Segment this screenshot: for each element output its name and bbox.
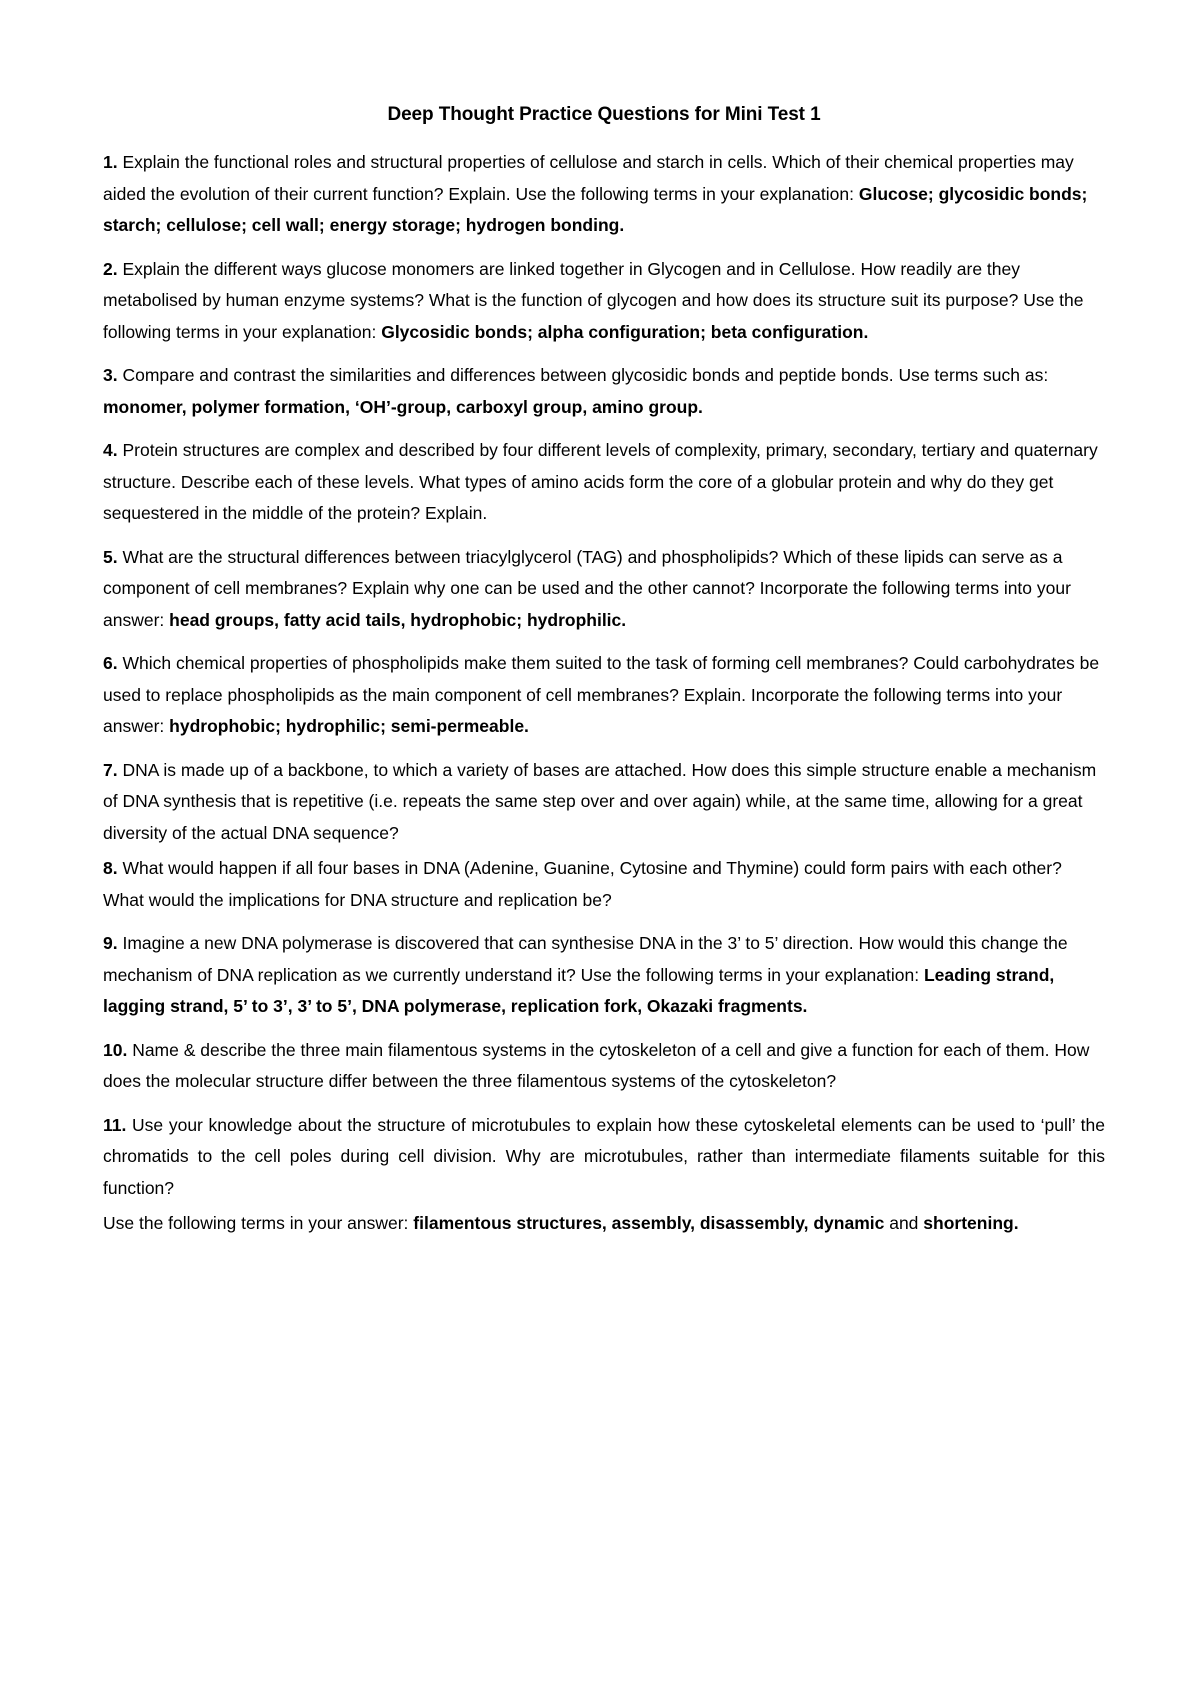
question-6 (103, 648, 1105, 743)
question-terms: hydrophobic; hydrophilic; semi-permeable. (169, 716, 529, 736)
question-text: Imagine a new DNA polymerase is discovered that can synthesise DNA in the 3’ to 5’ direction. How would this change the mechanism of DNA replication as we currently understand it? Use the following terms in your explanation: (103, 933, 1068, 985)
question-2 (103, 254, 1105, 349)
question-5 (103, 542, 1105, 637)
question-3 (103, 360, 1105, 423)
question-text: Protein structures are complex and described by four different levels of complexity, primary, secondary, tertiary and quaternary structure. Describe each of these levels. What types of amino acids form the core of a globular protein and why do they get sequestered in the middle of the protein? Explain. (103, 440, 1098, 523)
question-text: Name & describe the three main filamentous systems in the cytoskeleton of a cell and give a function for each of them. How does the molecular structure differ between the three filamentous systems of the cytoskeleton? (103, 1039, 1090, 1091)
instruction-last-term: shortening. (923, 1213, 1019, 1233)
instruction-terms: filamentous structures, assembly, disassembly, dynamic (413, 1213, 885, 1233)
question-10 (103, 1035, 1105, 1098)
question-number: 3. (103, 365, 118, 385)
question-text: Explain the different ways glucose monomers are linked together in Glycogen and in Cellulose. How readily are they metabolised by human enzyme systems? What is the function of glycogen and how does its structure suit its purpose? Use the following terms in your explanation: (103, 258, 1084, 342)
document-page (103, 103, 1105, 1252)
question-number: 1. (103, 152, 118, 172)
question-number: 11. (103, 1114, 127, 1135)
question-text: DNA is made up of a backbone, to which a variety of bases are attached. How does this simple structure enable a mechanism of DNA synthesis that is repetitive (i.e. repeats the same step over and over again) while, at the same time, allowing for a great diversity of the actual DNA sequence? (103, 759, 1097, 843)
question-text: What would happen if all four bases in DNA (Adenine, Guanine, Cytosine and Thymine) could form pairs with each other? What would the implications for DNA structure and replication be? (103, 858, 1062, 910)
question-text: Use your knowledge about the structure of microtubules to explain how these cytoskeletal elements can be used to ‘pull’ the chromatids to the cell poles during cell division. Why are microtubules, rather than intermediate filaments suitable for this function? (103, 1114, 1105, 1198)
question-terms: Leading strand, lagging strand, 5’ to 3’, 3’ to 5’, DNA polymerase, replication fork, Okazaki fragments. (103, 964, 1055, 1016)
question-text: Compare and contrast the similarities and differences between glycosidic bonds and peptide bonds. Use terms such as: (117, 365, 1049, 385)
question-number: 10. (103, 1039, 128, 1060)
question-number: 9. (103, 933, 118, 953)
question-number: 8. (103, 858, 118, 878)
question-number: 6. (103, 653, 118, 673)
instruction-text: Use the following terms in your answer: (103, 1213, 414, 1233)
document-title: Deep Thought Practice Questions for Mini Test 1 (387, 104, 821, 125)
question-text: What are the structural differences between triacylglycerol (TAG) and phospholipids? Which of these lipids can serve as a component of cell membranes? Explain why one can be used and the other cannot? Incorporate the following terms into your answer: (103, 546, 1071, 630)
question-text: Explain the functional roles and structural properties of cellulose and starch in cells. Which of their chemical properties may aided the evolution of their current function? Explain. Use the following terms in your explanation: (103, 152, 1074, 204)
question-11 (103, 1110, 1105, 1205)
question-text: Which chemical properties of phospholipids make them suited to the task of forming cell membranes? Could carbohydrates be used to replace phospholipids as the main component of cell membranes? Explain. Incorporate the following terms into your answer: (103, 653, 1100, 736)
question-4 (103, 435, 1105, 530)
question-terms: head groups, fatty acid tails, hydrophobic; hydrophilic. (169, 609, 627, 630)
question-terms: Glycosidic bonds; alpha configuration; beta configuration. (381, 321, 869, 342)
question-number: 7. (103, 759, 118, 780)
question-number: 5. (103, 546, 118, 567)
question-7 (103, 755, 1105, 850)
question-1 (103, 147, 1105, 242)
final-terms-instruction (103, 1208, 1105, 1240)
question-number: 2. (103, 258, 118, 279)
question-terms: Glucose; glycosidic bonds; starch; cellulose; cell wall; energy storage; hydrogen bonding. (103, 183, 1088, 235)
question-terms: monomer, polymer formation, ‘OH’-group, carboxyl group, amino group. (103, 396, 703, 417)
instruction-connector: and (884, 1213, 924, 1233)
question-9 (103, 928, 1105, 1023)
question-8 (103, 853, 1105, 916)
question-number: 4. (103, 440, 118, 460)
